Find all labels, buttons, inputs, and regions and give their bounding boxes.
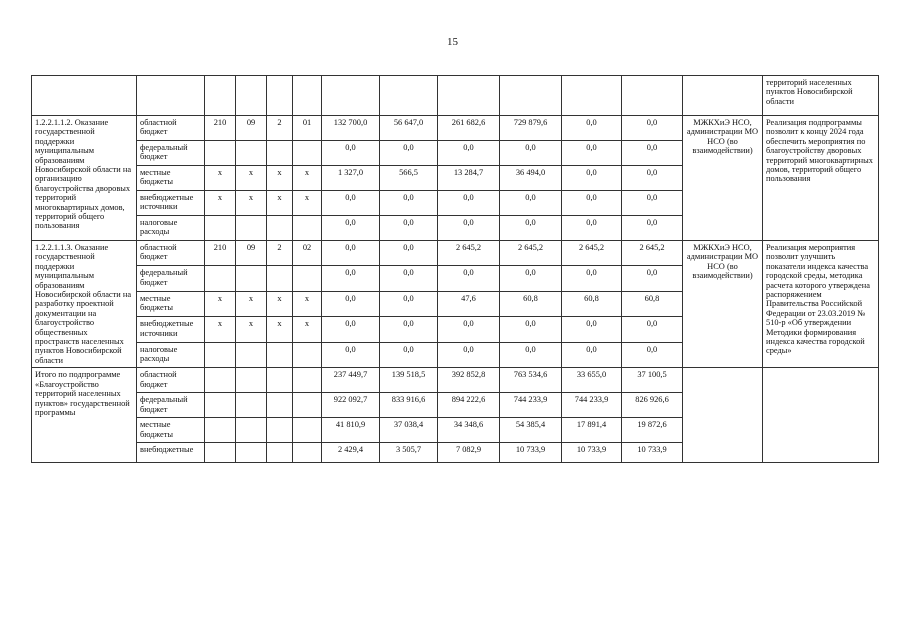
empty-cell [236,76,267,116]
value-cell: 10 733,9 [562,443,622,463]
value-cell: 7 082,9 [438,443,500,463]
value-cell: 0,0 [562,216,622,241]
empty-cell [322,76,380,116]
empty-cell [32,76,137,116]
total-name: Итого по подпрограмме «Благоустройство территорий населенных пунктов» государственной программы [32,368,137,463]
code-cell [205,216,236,241]
funding-source: внебюджетные источники [137,317,205,342]
code-cell: 02 [293,241,322,266]
value-cell: 19 872,6 [622,418,683,443]
value-cell: 10 733,9 [500,443,562,463]
code-cell [267,216,293,241]
value-cell: 0,0 [562,191,622,216]
value-cell: 0,0 [380,141,438,166]
value-cell: 2 429,4 [322,443,380,463]
value-cell: 0,0 [380,266,438,291]
value-cell: 0,0 [438,141,500,166]
funding-source: налоговые расходы [137,216,205,241]
funding-source: местные бюджеты [137,418,205,443]
code-cell [236,141,267,166]
value-cell: 0,0 [500,266,562,291]
value-cell: 744 233,9 [500,393,562,418]
code-cell [293,342,322,367]
code-cell [236,393,267,418]
value-cell: 0,0 [438,317,500,342]
code-cell [293,368,322,393]
value-cell: 0,0 [500,342,562,367]
funding-source: областной бюджет [137,116,205,141]
code-cell: х [293,291,322,316]
empty-cell [137,76,205,116]
value-cell: 0,0 [562,141,622,166]
funding-source: местные бюджеты [137,291,205,316]
value-cell: 1 327,0 [322,166,380,191]
value-cell: 0,0 [438,266,500,291]
value-cell: 139 518,5 [380,368,438,393]
value-cell: 10 733,9 [622,443,683,463]
funding-source: федеральный бюджет [137,393,205,418]
value-cell: 0,0 [500,317,562,342]
code-cell [293,393,322,418]
value-cell: 34 348,6 [438,418,500,443]
value-cell: 833 916,6 [380,393,438,418]
value-cell: 0,0 [622,166,683,191]
value-cell: 37 038,4 [380,418,438,443]
code-cell: х [293,166,322,191]
value-cell: 0,0 [380,342,438,367]
code-cell: х [205,317,236,342]
empty-cell [205,76,236,116]
code-cell: х [267,291,293,316]
value-cell: 0,0 [322,317,380,342]
empty-cell [293,76,322,116]
value-cell: 13 284,7 [438,166,500,191]
result-note: территорий населенных пунктов Новосибирской области [763,76,879,116]
value-cell: 0,0 [622,317,683,342]
empty-cell [622,76,683,116]
value-cell: 237 449,7 [322,368,380,393]
value-cell: 744 233,9 [562,393,622,418]
code-cell [267,418,293,443]
value-cell: 0,0 [622,141,683,166]
result-cell: Реализация мероприятия позволит улучшить показатели индекса качества городской среды, методика расчета которого утверждена распоряжением Правительства Российской Федерации от 23.03.2019 № 510-р «Об утверждении Методики формирования индекса качества городской среды» [763,241,879,368]
value-cell: 0,0 [380,191,438,216]
code-cell: х [205,191,236,216]
value-cell: 0,0 [500,141,562,166]
code-cell: 2 [267,116,293,141]
executor-cell [683,368,763,463]
value-cell: 2 645,2 [622,241,683,266]
code-cell [205,342,236,367]
code-cell: х [293,317,322,342]
code-cell [236,266,267,291]
value-cell: 2 645,2 [562,241,622,266]
value-cell: 17 891,4 [562,418,622,443]
code-cell: 210 [205,241,236,266]
value-cell: 0,0 [380,291,438,316]
funding-source: местные бюджеты [137,166,205,191]
value-cell: 2 645,2 [500,241,562,266]
code-cell: х [293,191,322,216]
value-cell: 0,0 [500,191,562,216]
empty-cell [267,76,293,116]
value-cell: 0,0 [322,241,380,266]
value-cell: 392 852,8 [438,368,500,393]
continuation-row [32,76,879,116]
measure-name: 1.2.2.1.1.3. Оказание государственной поддержки муниципальным образованиям Новосибирской области на разработку проектной документации на благоустройство общественных пространств населенных пунктов Новосибирской области [32,241,137,368]
result-cell: Реализация подпрограммы позволит к концу 2024 года обеспечить мероприятия по благоустройству дворовых территорий многоквартирных домов, территорий общего пользования [763,116,879,241]
value-cell: 261 682,6 [438,116,500,141]
code-cell: 01 [293,116,322,141]
program-table [31,75,879,463]
value-cell: 56 647,0 [380,116,438,141]
value-cell: 0,0 [322,141,380,166]
code-cell: х [236,166,267,191]
empty-cell [562,76,622,116]
code-cell [293,443,322,463]
code-cell [205,393,236,418]
value-cell: 0,0 [322,191,380,216]
code-cell [236,342,267,367]
measure-name: 1.2.2.1.1.2. Оказание государственной поддержки муниципальным образованиям Новосибирской области на организацию благоустройства дворовых территорий многоквартирных домов, территорий общего пользования [32,116,137,241]
total-row [32,368,879,393]
value-cell: 0,0 [438,191,500,216]
executor-cell: МЖКХиЭ НСО, администрации МО НСО (во взаимодействии) [683,116,763,241]
value-cell: 0,0 [500,216,562,241]
code-cell [205,266,236,291]
code-cell [267,368,293,393]
code-cell: х [267,166,293,191]
executor-cell: МЖКХиЭ НСО, администрации МО НСО (во взаимодействии) [683,241,763,368]
code-cell: х [267,317,293,342]
value-cell: 54 385,4 [500,418,562,443]
value-cell: 0,0 [322,216,380,241]
code-cell: х [205,166,236,191]
value-cell: 0,0 [322,342,380,367]
funding-source: областной бюджет [137,368,205,393]
empty-cell [438,76,500,116]
value-cell: 0,0 [622,116,683,141]
code-cell [236,216,267,241]
empty-cell [500,76,562,116]
code-cell [205,443,236,463]
code-cell: 09 [236,116,267,141]
value-cell: 0,0 [322,266,380,291]
code-cell [267,393,293,418]
value-cell: 0,0 [380,317,438,342]
value-cell: 36 494,0 [500,166,562,191]
value-cell: 0,0 [380,216,438,241]
code-cell: 09 [236,241,267,266]
value-cell: 47,6 [438,291,500,316]
code-cell [267,141,293,166]
code-cell [236,368,267,393]
table-row [32,116,879,141]
value-cell: 763 534,6 [500,368,562,393]
value-cell: 922 092,7 [322,393,380,418]
value-cell: 0,0 [562,342,622,367]
value-cell: 0,0 [562,266,622,291]
funding-source: внебюджетные источники [137,191,205,216]
code-cell [205,418,236,443]
value-cell: 3 505,7 [380,443,438,463]
value-cell: 566,5 [380,166,438,191]
value-cell: 0,0 [438,342,500,367]
value-cell: 0,0 [380,241,438,266]
value-cell: 60,8 [562,291,622,316]
value-cell: 0,0 [622,216,683,241]
code-cell: х [236,317,267,342]
value-cell: 0,0 [438,216,500,241]
value-cell: 0,0 [622,191,683,216]
value-cell: 894 222,6 [438,393,500,418]
funding-source: внебюджетные [137,443,205,463]
value-cell: 0,0 [562,116,622,141]
funding-source: федеральный бюджет [137,141,205,166]
value-cell: 33 655,0 [562,368,622,393]
value-cell: 729 879,6 [500,116,562,141]
code-cell [236,443,267,463]
value-cell: 132 700,0 [322,116,380,141]
code-cell: х [236,191,267,216]
code-cell [267,266,293,291]
code-cell: 210 [205,116,236,141]
code-cell [267,342,293,367]
value-cell: 0,0 [622,342,683,367]
funding-source: налоговые расходы [137,342,205,367]
code-cell [293,418,322,443]
code-cell [267,443,293,463]
value-cell: 0,0 [562,317,622,342]
funding-source: областной бюджет [137,241,205,266]
value-cell: 826 926,6 [622,393,683,418]
code-cell [205,141,236,166]
value-cell: 37 100,5 [622,368,683,393]
table-row [32,241,879,266]
code-cell [293,266,322,291]
code-cell [293,141,322,166]
empty-cell [683,76,763,116]
code-cell: х [267,191,293,216]
code-cell [236,418,267,443]
value-cell: 60,8 [500,291,562,316]
value-cell: 0,0 [322,291,380,316]
page-number: 15 [447,36,458,48]
value-cell: 2 645,2 [438,241,500,266]
empty-cell [380,76,438,116]
code-cell [293,216,322,241]
code-cell: 2 [267,241,293,266]
code-cell: х [205,291,236,316]
result-cell [763,368,879,463]
value-cell: 60,8 [622,291,683,316]
code-cell: х [236,291,267,316]
value-cell: 41 810,9 [322,418,380,443]
value-cell: 0,0 [562,166,622,191]
funding-source: федеральный бюджет [137,266,205,291]
code-cell [205,368,236,393]
value-cell: 0,0 [622,266,683,291]
